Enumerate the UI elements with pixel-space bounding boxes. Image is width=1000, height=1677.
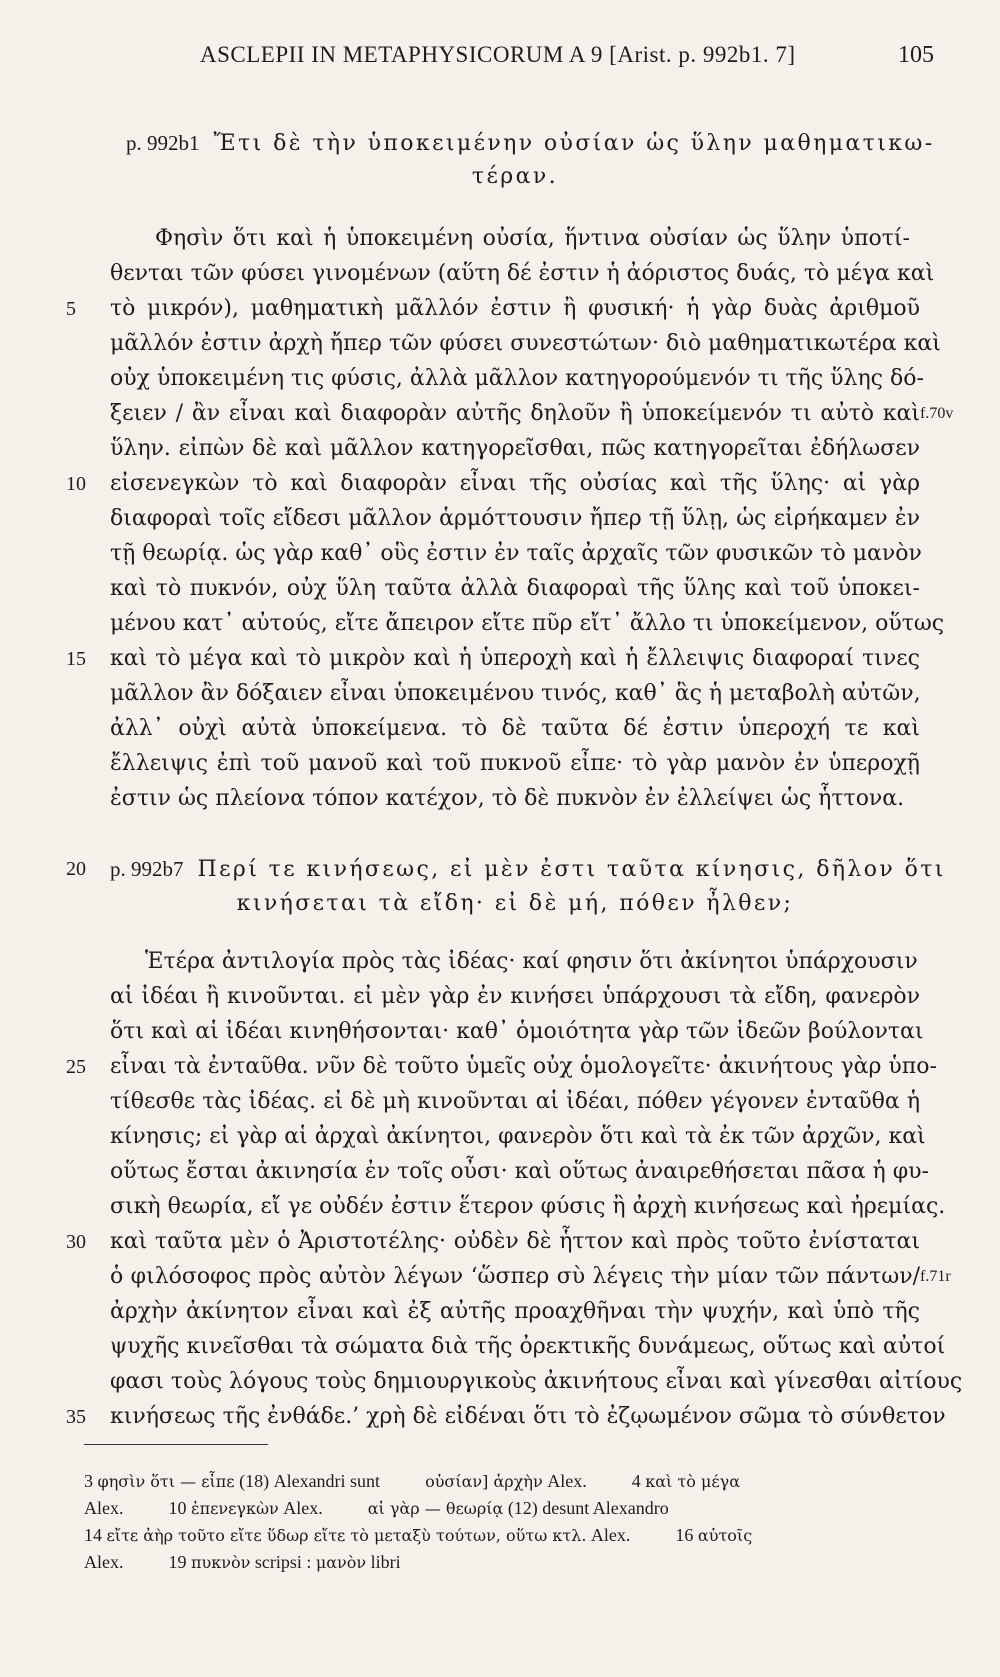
line-number: 5 bbox=[66, 298, 76, 320]
apparatus-greek: μανὸν bbox=[315, 1553, 367, 1572]
text-line: εἶναι τὰ ἐνταῦθα. νῦν δὲ τοῦτο ὑμεῖς οὐχ ὁμολογεῖτε· ἀκινήτους γὰρ ὑπο- bbox=[110, 1054, 937, 1079]
apparatus-text: Alex. bbox=[586, 1525, 631, 1545]
apparatus-text: Alex. 19 bbox=[84, 1552, 191, 1572]
apparatus-text: scripsi : bbox=[250, 1552, 316, 1572]
apparatus-line bbox=[84, 1495, 964, 1522]
lemma-text: κινήσεται τὰ εἴδη· εἰ δὲ μή, πόθεν ἦλθεν; bbox=[236, 891, 794, 916]
text-line: ὕλην. εἰπὼν δὲ καὶ μᾶλλον κατηγορεῖσθαι, πῶς κατηγορεῖται ἐδήλωσεν bbox=[110, 436, 920, 461]
text-line: κινήσεως τῆς ἐνθάδε.’ χρὴ δὲ εἰδέναι ὅτι τὸ ἐζῳωμένον σῶμα τὸ σύνθετον bbox=[110, 1404, 946, 1429]
footnote-rule bbox=[84, 1444, 268, 1445]
apparatus-greek: οὐσίαν] ἀρχὴν bbox=[425, 1472, 543, 1491]
text-line: τίθεσθε τὰς ἰδέας. εἰ δὲ μὴ κινοῦνται αἱ ἰδέαι, πόθεν γέγονεν ἐνταῦθα ἡ bbox=[110, 1089, 920, 1114]
text-line: καὶ τὸ πυκνόν, οὐχ ὕλη ταῦτα ἀλλὰ διαφοραὶ τῆς ὕλης καὶ τοῦ ὑποκει- bbox=[110, 576, 920, 601]
text-line: τῇ θεωρίᾳ. ὡς γὰρ καθ᾽ οὓς ἐστιν ἐν ταῖς ἀρχαῖς τῶν φυσικῶν τὸ μανὸν bbox=[110, 541, 922, 566]
apparatus-text: Alex. 10 bbox=[84, 1498, 191, 1518]
apparatus-text: libri bbox=[366, 1552, 401, 1572]
apparatus-gap bbox=[380, 1471, 425, 1491]
line-number: 20 bbox=[66, 858, 86, 880]
apparatus-line bbox=[84, 1468, 964, 1495]
page-header bbox=[0, 42, 1000, 82]
apparatus-greek: ἐπενεγκὼν bbox=[191, 1499, 279, 1518]
line-number: 35 bbox=[66, 1406, 86, 1428]
lemma-text: τέραν. bbox=[471, 164, 559, 189]
text-line: ἀρχὴν ἀκίνητον εἶναι καὶ ἐξ αὐτῆς προαχθῆναι τὴν ψυχήν, καὶ ὑπὸ τῆς bbox=[110, 1299, 920, 1324]
text-line: μᾶλλόν ἐστιν ἀρχὴ ἤπερ τῶν φύσει συνεστώτων· διὸ μαθηματικωτέρα καὶ bbox=[110, 331, 941, 356]
text-line: αἱ ἰδέαι ἢ κινοῦνται. εἰ μὲν γὰρ ἐν κινήσει ὑπάρχουσι τὰ εἴδη, φανερὸν bbox=[110, 984, 920, 1009]
lemma-line bbox=[126, 126, 935, 161]
apparatus-text: (12) desunt Alexandro bbox=[503, 1498, 669, 1518]
apparatus-text: Alex. bbox=[278, 1498, 323, 1518]
line-number: 15 bbox=[66, 648, 86, 670]
lemma-line bbox=[110, 852, 946, 887]
apparatus-line bbox=[84, 1549, 964, 1576]
apparatus-gap bbox=[630, 1525, 675, 1545]
apparatus-greek: φησὶν ὅτι — εἶπε bbox=[97, 1472, 235, 1491]
text-line: κίνησις; εἰ γὰρ αἱ ἀρχαὶ ἀκίνητοι, φανερὸν ὅτι καὶ τὰ ἐκ τῶν ἀρχῶν, καὶ bbox=[110, 1124, 926, 1149]
text-line: σικὴ θεωρία, εἴ γε οὐδέν ἐστιν ἕτερον φύσις ἢ ἀρχὴ κινήσεως καὶ ἠρεμίας. bbox=[110, 1194, 946, 1219]
apparatus-greek: εἴτε ἀὴρ τοῦτο εἴτε ὕδωρ εἴτε τὸ μεταξὺ τούτων, οὕτω κτλ. bbox=[106, 1526, 587, 1545]
running-head: ASCLEPII IN METAPHYSICORUM A 9 [Arist. p. 992b1. 7] bbox=[200, 42, 796, 67]
page-number: 105 bbox=[898, 42, 934, 68]
text-line: καὶ τὸ μέγα καὶ τὸ μικρὸν καὶ ἡ ὑπεροχὴ καὶ ἡ ἔλλειψις διαφοραί τινες bbox=[110, 646, 920, 671]
apparatus-text: (18) Alexandri sunt bbox=[234, 1471, 381, 1491]
lemma-text: Περί τε κινήσεως, εἰ μὲν ἐστι ταῦτα κίνησις, δῆλον ὅτι bbox=[197, 857, 946, 882]
text-line: ἐστιν ὡς πλείονα τόπον κατέχον, τὸ δὲ πυκνὸν ἐν ἐλλείψει ὡς ἧττονα. bbox=[110, 786, 905, 811]
apparatus-text: 14 bbox=[84, 1525, 107, 1545]
text-line: ἀλλ᾽ οὐχὶ αὐτὰ ὑποκείμενα. τὸ δὲ ταῦτα δέ ἐστιν ὑπεροχή τε καὶ bbox=[110, 716, 920, 741]
text-line: ψυχῆς κινεῖσθαι τὰ σώματα διὰ τῆς ὀρεκτικῆς δυνάμεως, οὕτως καὶ αὐτοί bbox=[110, 1334, 946, 1359]
text-line: οὐχ ὑποκειμένη τις φύσις, ἀλλὰ μᾶλλον κατηγορούμενόν τι τῆς ὕλης δό- bbox=[110, 366, 924, 391]
lemma-text: Ἔτι δὲ τὴν ὑποκειμένην οὐσίαν ὡς ὕλην μαθηματικω- bbox=[213, 131, 935, 156]
text-line: εἰσενεγκὼν τὸ καὶ διαφορὰν εἶναι τῆς οὐσίας καὶ τῆς ὕλης· αἱ γὰρ bbox=[110, 471, 920, 496]
text-line: οὕτως ἔσται ἀκινησία ἐν τοῖς οὖσι· καὶ οὕτως ἀναιρεθήσεται πᾶσα ἡ φυ- bbox=[110, 1159, 929, 1184]
text-line: Φησὶν ὅτι καὶ ἡ ὑποκειμένη οὐσία, ἥντινα οὐσίαν ὡς ὕλην ὑποτί- bbox=[155, 226, 910, 251]
line-number: 30 bbox=[66, 1231, 86, 1253]
line-number: 10 bbox=[66, 473, 86, 495]
folio-reference: f.71r bbox=[920, 1268, 951, 1285]
text-line: μένου κατ᾽ αὐτούς, εἴτε ἄπειρον εἴτε πῦρ εἴτ᾽ ἄλλο τι ὑποκείμενον, οὕτως bbox=[110, 611, 945, 636]
folio-reference: f.70v bbox=[920, 405, 954, 422]
text-line: τὸ μικρόν), μαθηματικὴ μᾶλλόν ἐστιν ἢ φυσική· ἡ γὰρ δυὰς ἀριθμοῦ bbox=[110, 296, 920, 321]
lemma-reference: p. 992b1 bbox=[126, 131, 200, 155]
apparatus-greek: καὶ τὸ μέγα bbox=[645, 1472, 740, 1491]
text-line: μᾶλλον ἂν δόξαιεν εἶναι ὑποκειμένου τινός, καθ᾽ ἃς ἡ μεταβολὴ αὐτῶν, bbox=[110, 681, 921, 706]
apparatus-greek: αἱ γὰρ — θεωρίᾳ bbox=[367, 1499, 504, 1518]
apparatus-text: Alex. 4 bbox=[542, 1471, 646, 1491]
apparatus-text: 3 bbox=[84, 1471, 98, 1491]
text-line: ξειεν / ἂν εἶναι καὶ διαφορὰν αὐτῆς δηλοῦν ἢ ὑποκείμενόν τι αὐτὸ καὶ bbox=[110, 401, 920, 426]
text-line: Ἑτέρα ἀντιλογία πρὸς τὰς ἰδέας· καί φησιν ὅτι ἀκίνητοι ὑπάρχουσιν bbox=[145, 949, 918, 974]
text-line: φασι τοὺς λόγους τοὺς δημιουργικοὺς ἀκινήτους εἶναι καὶ γίνεσθαι αἰτίους bbox=[110, 1369, 963, 1394]
text-line: καὶ ταῦτα μὲν ὁ Ἀριστοτέλης· οὐδὲν δὲ ἧττον καὶ πρὸς τοῦτο ἐνίσταται bbox=[110, 1229, 920, 1254]
line-number: 25 bbox=[66, 1056, 86, 1078]
text-line: θενται τῶν φύσει γινομένων (αὕτη δέ ἐστιν ἡ ἀόριστος δυάς, τὸ μέγα καὶ bbox=[110, 261, 935, 286]
apparatus-line bbox=[84, 1522, 964, 1549]
lemma-reference: p. 992b7 bbox=[110, 857, 184, 881]
text-line: ὅτι καὶ αἱ ἰδέαι κινηθήσονται· καθ᾽ ὁμοιότητα γὰρ τῶν ἰδεῶν βούλονται bbox=[110, 1019, 924, 1044]
apparatus-gap bbox=[323, 1498, 368, 1518]
lemma-line-continued bbox=[110, 887, 920, 921]
text-line: ἔλλειψις ἐπὶ τοῦ μανοῦ καὶ τοῦ πυκνοῦ εἶπε· τὸ γὰρ μανὸν ἐν ὑπεροχῇ bbox=[110, 751, 920, 776]
apparatus-greek: πυκνὸν bbox=[191, 1553, 251, 1572]
apparatus-greek: αὐτοῖς bbox=[697, 1526, 753, 1545]
text-line: διαφοραὶ τοῖς εἴδεσι μᾶλλον ἁρμόττουσιν ἤπερ τῇ ὕλῃ, ὡς εἰρήκαμεν ἐν bbox=[110, 506, 920, 531]
text-line: ὁ φιλόσοφος πρὸς αὐτὸν λέγων ‘ὥσπερ σὺ λέγεις τὴν μίαν τῶν πάντων/ bbox=[110, 1264, 920, 1289]
apparatus-text: 16 bbox=[675, 1525, 698, 1545]
lemma-line-continued bbox=[110, 160, 920, 194]
